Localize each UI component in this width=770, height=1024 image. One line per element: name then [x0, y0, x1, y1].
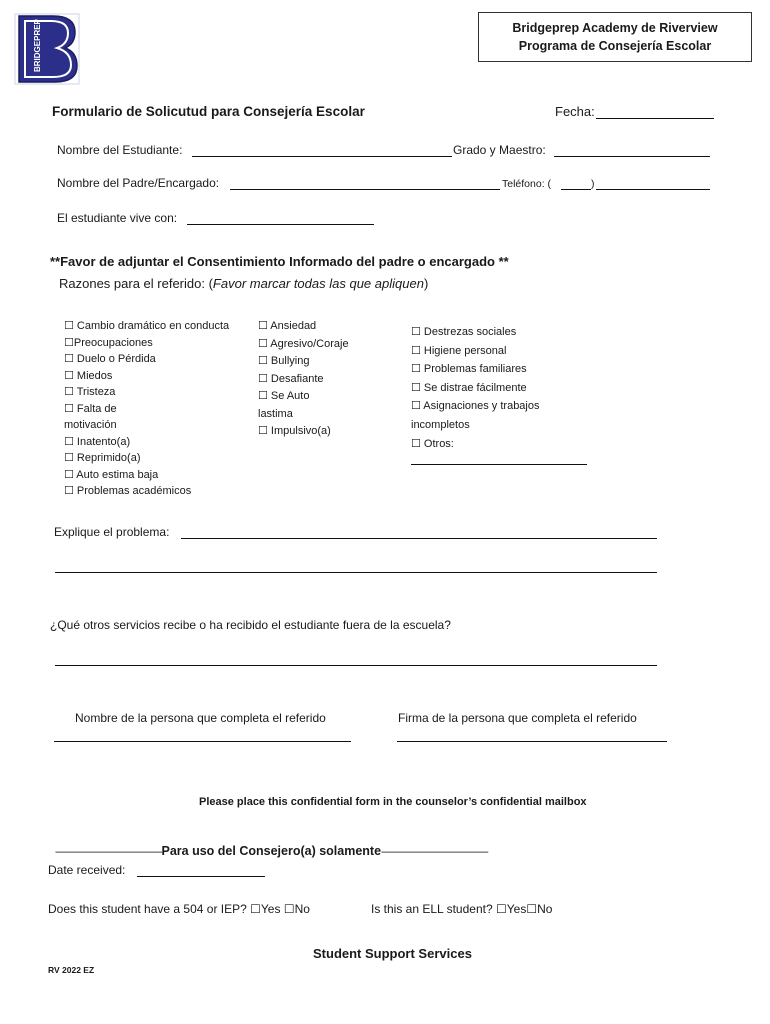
- referrer-signature-field[interactable]: [397, 741, 667, 742]
- reason-checkbox[interactable]: ☐ Bullying: [258, 355, 310, 367]
- ell-yes-checkbox[interactable]: ☐Yes: [495, 902, 527, 916]
- divider-left: --------------------------------------------------: [55, 847, 162, 858]
- phone-close: ): [591, 178, 595, 190]
- referrer-name-field[interactable]: [54, 741, 351, 742]
- reason-checkbox[interactable]: ☐ Duelo o Pérdida: [64, 353, 156, 365]
- counselor-only-label: Para uso del Consejero(a) solamente: [161, 844, 382, 858]
- reason-checkbox[interactable]: ☐ Auto estima baja: [64, 468, 159, 481]
- lives-with-field[interactable]: [187, 224, 374, 225]
- reason-checkbox[interactable]: ☐Preocupaciones: [64, 336, 153, 349]
- yes-label: Yes: [506, 902, 527, 916]
- explain-label: Explique el problema:: [54, 525, 170, 539]
- consent-note: **Favor de adjuntar el Consentimiento Informado del padre o encargado **: [50, 254, 509, 269]
- reason-checkbox[interactable]: ☐ Cambio dramático en conducta: [64, 320, 230, 332]
- reason-checkbox[interactable]: ☐ Se distrae fácilmente: [411, 381, 527, 394]
- date-label: Fecha:: [555, 104, 595, 119]
- program-name: Programa de Consejería Escolar: [518, 39, 712, 53]
- reason-label-continued: incompletos: [411, 418, 470, 431]
- reason-checkbox[interactable]: ☐ Higiene personal: [411, 344, 507, 357]
- ell-question: [371, 902, 552, 916]
- reason-checkbox[interactable]: ☐ Desafiante: [258, 372, 324, 385]
- lives-with-label: El estudiante vive con:: [57, 211, 178, 225]
- reasons-column-3: [411, 323, 540, 453]
- reasons-instructions: Favor marcar todas las que apliquen: [212, 276, 424, 291]
- counselor-divider: [55, 844, 488, 858]
- reason-checkbox[interactable]: ☐ Otros:: [411, 437, 454, 450]
- reason-label-continued: motivación: [64, 419, 117, 431]
- reason-checkbox[interactable]: ☐ Tristeza: [64, 386, 116, 398]
- reason-checkbox[interactable]: ☐ Destrezas sociales: [411, 326, 517, 338]
- referrer-signature-label: Firma de la persona que completa el referido: [398, 711, 637, 725]
- phone-number-field[interactable]: [596, 189, 710, 190]
- referrer-name-label: Nombre de la persona que completa el referido: [75, 711, 326, 725]
- form-title: Formulario de Solicutud para Consejería Escolar: [52, 104, 365, 119]
- reason-checkbox[interactable]: ☐ Se Auto: [258, 390, 310, 402]
- reasons-prefix: Razones para el referido: (: [59, 276, 213, 291]
- phone-label: Teléfono: (: [502, 178, 552, 190]
- reason-checkbox[interactable]: ☐ Asignaciones y trabajos: [411, 400, 540, 413]
- student-name-field[interactable]: [192, 156, 452, 157]
- ell-question-text: Is this an ELL student?: [371, 902, 493, 916]
- reason-label-continued: lastima: [258, 407, 293, 420]
- school-logo: [13, 12, 81, 86]
- divider-right: --------------------------------------------------: [381, 847, 488, 858]
- reasons-suffix: ): [423, 276, 429, 291]
- yes-label: Yes: [260, 902, 281, 916]
- student-name-label: Nombre del Estudiante:: [57, 143, 183, 157]
- parent-name-label: Nombre del Padre/Encargado:: [57, 176, 220, 190]
- school-header: [478, 12, 752, 62]
- grade-teacher-field[interactable]: [554, 156, 710, 157]
- no-label: No: [537, 902, 553, 916]
- other-services-field[interactable]: [55, 665, 657, 666]
- reason-checkbox[interactable]: ☐ Impulsivo(a): [258, 425, 331, 437]
- reason-checkbox[interactable]: ☐ Ansiedad: [258, 320, 317, 332]
- school-name: Bridgeprep Academy de Riverview: [512, 21, 718, 35]
- phone-area-field[interactable]: [561, 189, 591, 190]
- reason-checkbox[interactable]: ☐ Reprimido(a): [64, 452, 141, 464]
- logo-text: BRIDGEPREP: [33, 19, 42, 72]
- iep-question-text: Does this student have a 504 or IEP?: [48, 902, 247, 916]
- reason-checkbox[interactable]: ☐ Problemas familiares: [411, 363, 527, 376]
- iep-question: [48, 902, 310, 916]
- reasons-label: [59, 276, 428, 291]
- parent-name-field[interactable]: [230, 189, 500, 190]
- form-code: RV 2022 EZ: [48, 965, 95, 975]
- date-received-field[interactable]: [137, 876, 265, 877]
- reason-checkbox[interactable]: ☐ Inatento(a): [64, 435, 131, 448]
- grade-teacher-label: Grado y Maestro:: [453, 143, 546, 157]
- date-received-label: Date received:: [48, 863, 126, 877]
- explain-field-line-1[interactable]: [181, 538, 657, 539]
- reasons-column-2: [258, 318, 349, 441]
- explain-field-line-2[interactable]: [55, 572, 657, 573]
- iep-yes-checkbox[interactable]: ☐Yes: [250, 902, 281, 916]
- reason-checkbox[interactable]: ☐ Miedos: [64, 369, 113, 382]
- no-label: No: [294, 902, 310, 916]
- other-services-question: ¿Qué otros servicios recibe o ha recibido el estudiante fuera de la escuela?: [50, 618, 451, 632]
- date-field[interactable]: [596, 118, 714, 119]
- iep-no-checkbox[interactable]: ☐No: [283, 902, 310, 916]
- other-reason-field[interactable]: [411, 464, 587, 465]
- reason-checkbox[interactable]: ☐ Falta de: [64, 402, 117, 415]
- mailbox-note: Please place this confidential form in the counselor’s confidential mailbox: [199, 796, 587, 808]
- department-name: Student Support Services: [313, 946, 472, 961]
- reason-checkbox[interactable]: ☐ Agresivo/Coraje: [258, 337, 349, 350]
- reasons-column-1: [64, 318, 229, 500]
- reason-checkbox[interactable]: ☐ Problemas académicos: [64, 485, 192, 497]
- ell-no-checkbox[interactable]: ☐No: [526, 902, 553, 916]
